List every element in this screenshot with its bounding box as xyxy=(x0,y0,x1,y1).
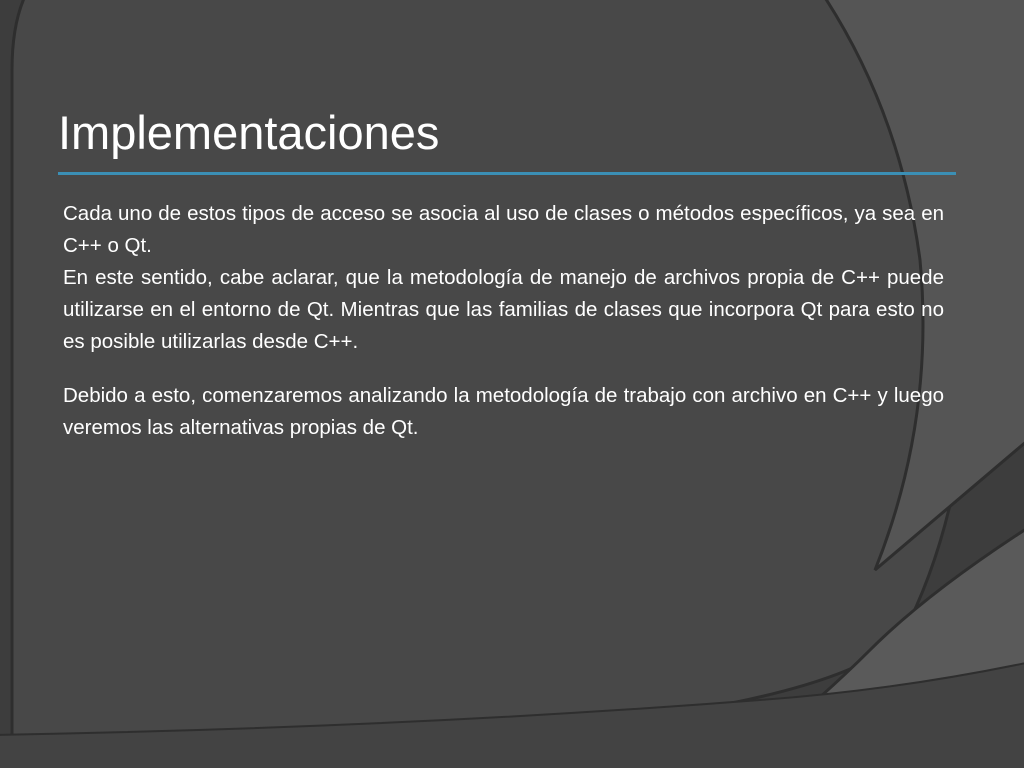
paragraph-conclusion: Debido a esto, comenzaremos analizando la metodología de trabajo con archivo en C++ y luego veremos las alternativas propias de Qt. xyxy=(63,384,944,439)
paragraph-context: En este sentido, cabe aclarar, que la metodología de manejo de archivos propia de C++ puede utilizarse en el entorno de Qt. Mientras que las familias de clases que incorpora Qt para esto no es posible utilizarlas desde C++. xyxy=(63,266,944,353)
title-divider xyxy=(58,172,956,175)
paragraph-intro: Cada uno de estos tipos de acceso se asocia al uso de clases o métodos específicos, ya sea en C++ o Qt. xyxy=(63,202,944,257)
slide-title: Implementaciones xyxy=(58,106,440,159)
slide-body xyxy=(63,198,944,444)
